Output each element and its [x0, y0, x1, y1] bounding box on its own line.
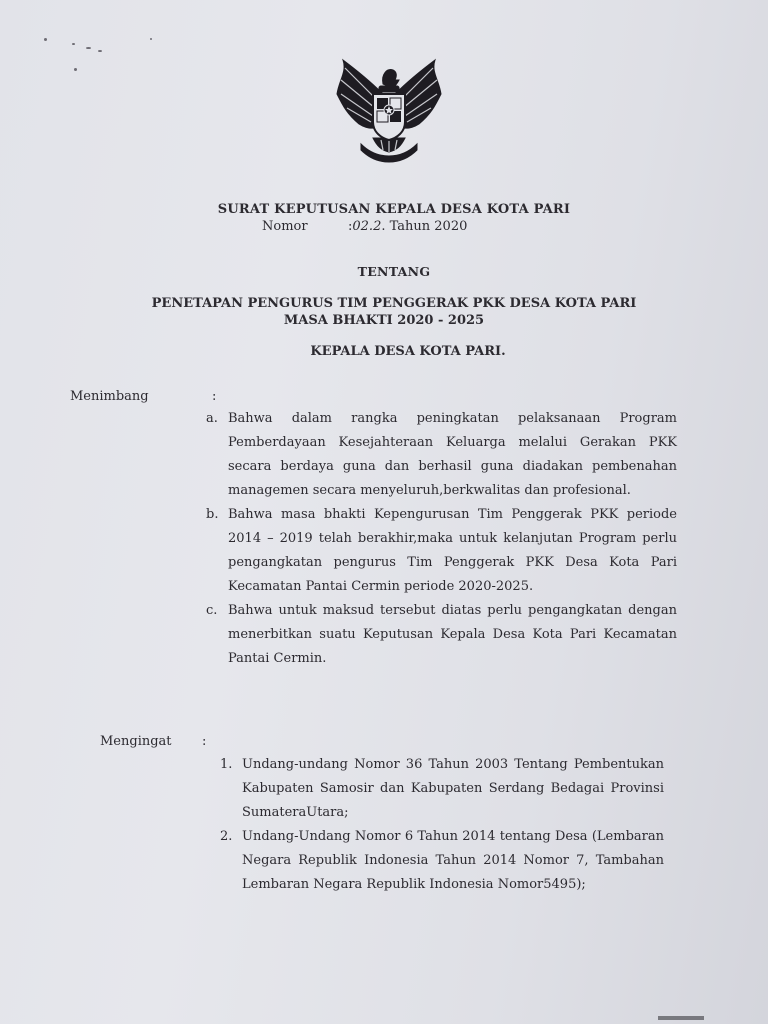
garuda-emblem-icon	[333, 54, 445, 164]
item-text: Undang-Undang Nomor 6 Tahun 2014 tentang Desa (Lembaran Negara Republik Indonesia Tahun 2014 Nomor 7, Tambahan Lembaran Negara Republik Indonesia Nomor5495);	[242, 829, 664, 892]
nomor-label: Nomor	[262, 219, 308, 234]
menimbang-item-a	[206, 407, 677, 503]
scan-speck	[44, 38, 47, 41]
subject-line-1: PENETAPAN PENGURUS TIM PENGGERAK PKK DESA KOTA PARI	[151, 296, 637, 311]
decree-number-line	[262, 219, 467, 234]
item-marker: 2.	[220, 829, 233, 844]
item-marker: b.	[206, 507, 219, 522]
nomor-colon: :	[348, 219, 353, 234]
scan-footer-mark	[658, 1016, 704, 1020]
item-marker: c.	[206, 603, 218, 618]
menimbang-label: Menimbang	[70, 389, 149, 404]
mengingat-label: Mengingat	[100, 734, 172, 749]
mengingat-item-1	[220, 753, 664, 825]
nomor-year: . Tahun 2020	[381, 219, 468, 234]
item-marker: 1.	[220, 757, 233, 772]
menimbang-item-b	[206, 503, 677, 599]
scan-speck	[86, 47, 91, 49]
item-text: Undang-undang Nomor 36 Tahun 2003 Tentang Pembentukan Kabupaten Samosir dan Kabupaten Serdang Bedagai Provinsi SumateraUtara;	[242, 757, 664, 820]
mengingat-item-2	[220, 825, 664, 897]
nomor-number: 02.2	[352, 219, 382, 234]
scan-speck	[150, 38, 152, 40]
menimbang-list	[206, 407, 677, 671]
mengingat-list	[220, 753, 664, 897]
issuer-heading: KEPALA DESA KOTA PARI.	[310, 344, 506, 359]
decree-title: SURAT KEPUTUSAN KEPALA DESA KOTA PARI	[217, 202, 571, 217]
tentang-heading: TENTANG	[357, 264, 431, 279]
scan-speck	[74, 68, 77, 71]
mengingat-colon: :	[202, 734, 207, 749]
item-text: Bahwa masa bhakti Kepengurusan Tim Penggerak PKK periode 2014 – 2019 telah berakhir,maka untuk kelanjutan Program perlu pengangkatan pengurus Tim Penggerak PKK Desa Kota Pari Kecamatan Pantai Cermin periode 2020-2025.	[228, 507, 677, 594]
menimbang-colon: :	[212, 389, 217, 404]
item-text: Bahwa untuk maksud tersebut diatas perlu pengangkatan dengan menerbitkan suatu Keputusan Kepala Desa Kota Pari Kecamatan Pantai Cermin.	[228, 603, 677, 666]
menimbang-item-c	[206, 599, 677, 671]
scan-speck	[72, 43, 75, 45]
item-text: Bahwa dalam rangka peningkatan pelaksanaan Program Pemberdayaan Kesejahteraan Keluarga melalui Gerakan PKK secara berdaya guna dan berhasil guna diadakan pembenahan managemen secara menyeluruh,berkwalitas dan profesional.	[228, 411, 677, 498]
subject-line-2: MASA BHAKTI 2020 - 2025	[283, 313, 485, 328]
scan-speck	[98, 50, 102, 52]
item-marker: a.	[206, 411, 218, 426]
